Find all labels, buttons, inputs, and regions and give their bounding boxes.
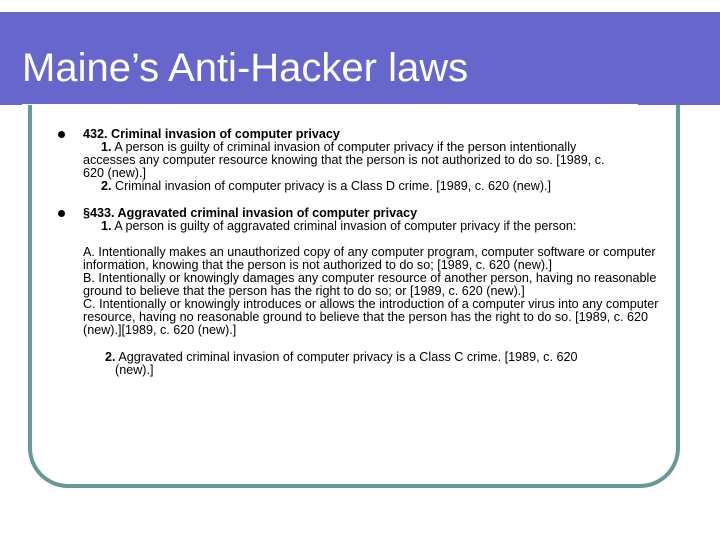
section-433-subsection-2 — [57, 351, 667, 377]
bullet-item-432 — [57, 128, 667, 193]
clause-b: B. Intentionally or knowingly damages any computer resource of another person, having no reasonable ground to believe that the person has the right to do so; or [1989, c. 620 (new).] — [83, 271, 657, 298]
subsection-number: 1. — [101, 140, 112, 154]
subsection-text: Aggravated criminal invasion of computer privacy is a Class C crime. [1989, c. 620 — [115, 350, 578, 364]
bullet-item-433 — [57, 207, 667, 337]
subsection-continuation: 620 (new).] — [83, 166, 146, 180]
subsection-continuation: (new).] — [115, 363, 154, 377]
section-432-subsection-2 — [83, 180, 667, 193]
section-heading-432: 432. Criminal invasion of computer privacy — [83, 127, 340, 141]
section-433-subsection-1 — [83, 220, 667, 233]
clause-a: A. Intentionally makes an unauthorized copy of any computer program, computer software or computer information, knowing that the person is not authorized to do so; [1989, c. 620 (new).] — [83, 245, 656, 272]
bullet-icon — [58, 131, 65, 138]
slide-body — [57, 128, 667, 377]
subsection-line — [105, 351, 627, 364]
bullet-icon — [58, 210, 65, 217]
subsection-number: 1. — [101, 219, 112, 233]
subsection-text: A person is guilty of aggravated criminal invasion of computer privacy if the person: — [111, 219, 577, 233]
subsection-continuation: accesses any computer resource knowing that the person is not authorized to do so. [1989, c. — [83, 153, 605, 167]
slide-title: Maine’s Anti-Hacker laws — [22, 46, 469, 90]
subsection-text: Criminal invasion of computer privacy is a Class D crime. [1989, c. 620 (new).] — [111, 179, 552, 193]
subsection-number: 2. — [101, 179, 112, 193]
clause-c: C. Intentionally or knowingly introduces or allows the introduction of a computer virus into any computer resource, having no reasonable ground to believe that the person has the right to do so. [1989, c. 620 (new).][1989, c. 620 (new).] — [83, 297, 659, 337]
subsection-text: A person is guilty of criminal invasion of computer privacy if the person intentionally — [111, 140, 577, 154]
section-heading-433: §433. Aggravated criminal invasion of computer privacy — [83, 206, 418, 220]
subsection-number: 2. — [105, 350, 116, 364]
title-band — [0, 12, 720, 105]
